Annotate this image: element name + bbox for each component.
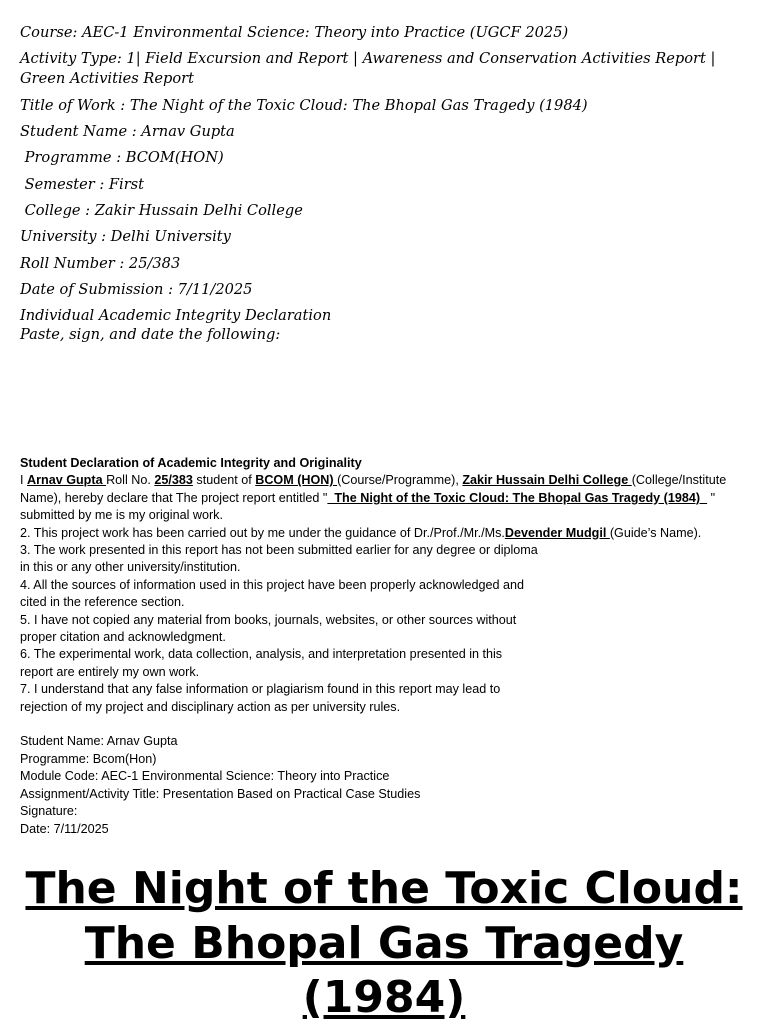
student-name-line: Student Name : Arnav Gupta bbox=[20, 123, 235, 140]
course-line: Course: AEC-1 Environmental Science: Theory into Practice (UGCF 2025) bbox=[20, 24, 569, 41]
decl-text: " bbox=[707, 490, 716, 505]
footer-assignment-title: Assignment/Activity Title: Presentation Based on Practical Case Studies bbox=[20, 786, 421, 801]
declaration-point-3b: in this or any other university/institution. bbox=[20, 560, 241, 575]
footer-signature: Signature: bbox=[20, 804, 78, 819]
declaration-line-2 bbox=[20, 490, 750, 507]
title-of-work-line: Title of Work : The Night of the Toxic Cloud: The Bhopal Gas Tragedy (1984) bbox=[20, 97, 588, 114]
integrity-instruction: Paste, sign, and date the following: bbox=[20, 326, 281, 343]
declaration-point-2 bbox=[20, 525, 750, 542]
programme-line: Programme : BCOM(HON) bbox=[20, 149, 224, 166]
declaration-point-6a: 6. The experimental work, data collection, analysis, and interpretation presented in this bbox=[20, 647, 503, 662]
integrity-heading: Individual Academic Integrity Declaration bbox=[20, 307, 332, 324]
decl-text: student of bbox=[192, 473, 256, 488]
roll-number-fill: 25/383 bbox=[154, 473, 193, 488]
university-line: University : Delhi University bbox=[20, 228, 231, 245]
declaration-point-3a: 3. The work presented in this report has not been submitted earlier for any degree or diploma bbox=[20, 543, 538, 558]
footer-programme: Programme: Bcom(Hon) bbox=[20, 751, 157, 766]
decl-text: (Course/Programme), bbox=[337, 473, 463, 488]
footer-student-name: Student Name: Arnav Gupta bbox=[20, 734, 178, 749]
spacer bbox=[20, 716, 750, 733]
decl-text: I bbox=[20, 473, 27, 488]
decl-text: 2. This project work has been carried out by me under the guidance of Dr./Prof./Mr./Ms. bbox=[20, 525, 505, 540]
declaration-block bbox=[20, 455, 750, 838]
decl-text: (College/Institute bbox=[631, 473, 727, 488]
declaration-point-4a: 4. All the sources of information used in this project have been properly acknowledged and bbox=[20, 577, 525, 592]
roll-number-line: Roll Number : 25/383 bbox=[20, 255, 181, 272]
declaration-point-7a: 7. I understand that any false information or plagiarism found in this report may lead to bbox=[20, 682, 501, 697]
footer-date: Date: 7/11/2025 bbox=[20, 821, 109, 836]
declaration-heading: Student Declaration of Academic Integrity and Originality bbox=[20, 456, 362, 470]
decl-text: Name), hereby declare that The project report entitled " bbox=[20, 490, 328, 505]
declaration-point-4b: cited in the reference section. bbox=[20, 595, 185, 610]
programme-fill: BCOM (HON) bbox=[255, 473, 338, 488]
activity-type-line: Activity Type: 1| Field Excursion and Report | Awareness and Conservation Activities Report | Green Activities Report bbox=[20, 50, 716, 87]
student-name-fill: Arnav Gupta bbox=[27, 473, 107, 488]
footer-module-code: Module Code: AEC-1 Environmental Science: Theory into Practice bbox=[20, 769, 390, 784]
declaration-line-1 bbox=[20, 472, 750, 489]
declaration-point-7b: rejection of my project and disciplinary action as per university rules. bbox=[20, 699, 401, 714]
declaration-point-5a: 5. I have not copied any material from books, journals, websites, or other sources without bbox=[20, 612, 517, 627]
semester-line: Semester : First bbox=[20, 176, 145, 193]
declaration-point-5b: proper citation and acknowledgment. bbox=[20, 630, 226, 645]
decl-text: Roll No. bbox=[106, 473, 155, 488]
declaration-point-6b: report are entirely my own work. bbox=[20, 664, 200, 679]
guide-name-fill: Devender Mudgil bbox=[504, 525, 610, 540]
college-fill: Zakir Hussain Delhi College bbox=[462, 473, 632, 488]
report-title: The Night of the Toxic Cloud: The Bhopal Gas Tragedy (1984) bbox=[25, 863, 743, 1023]
decl-text: (Guide’s Name). bbox=[609, 525, 702, 540]
date-of-submission-line: Date of Submission : 7/11/2025 bbox=[20, 281, 253, 298]
report-title-fill: The Night of the Toxic Cloud: The Bhopal Gas Tragedy (1984) bbox=[327, 490, 708, 505]
college-line: College : Zakir Hussain Delhi College bbox=[20, 202, 303, 219]
declaration-line-3: submitted by me is my original work. bbox=[20, 508, 223, 523]
